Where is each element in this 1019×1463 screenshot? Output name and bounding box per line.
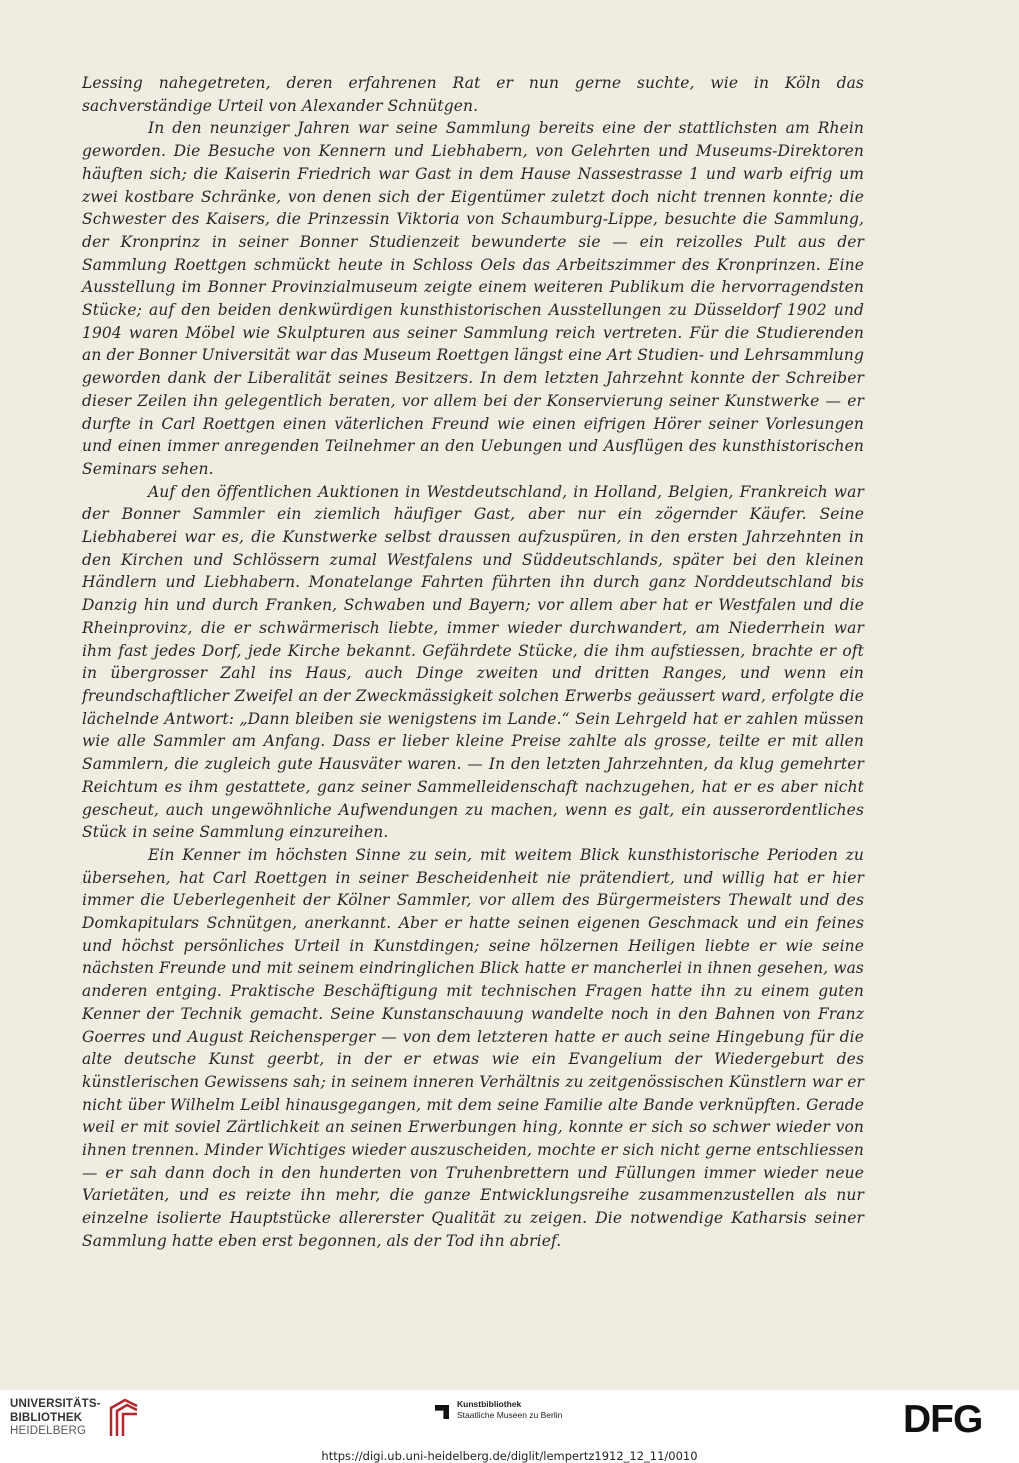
paragraph-auctions: Auf den öffentlichen Auktionen in Westdeutschland, in Holland, Belgien, Frankreich war der Bonner Sammler ein ziemlich häufiger Gast, aber nur ein zögernder Käufer. Seine Liebhaberei war es, die Kunstwerke selbst draussen aufzuspüren, in den ersten Jahrzehnten in den Kirchen und Schlössern zumal Westfalens und Süddeutschlands, später bei den kleinen Händlern und Liebhabern. Monatelange Fahrten führten ihn durch ganz Norddeutschland bis Danzig hin und durch Franken, Schwaben und Bayern; vor allem aber hat er Westfalen und die Rheinprovinz, die er schwärmerisch liebte, immer wieder durchwandert, am Niederrhein war ihm fast jedes Dorf, jede Kirche bekannt. Gefährdete Stücke, die ihm aufstiessen, brachte er oft in übergrosser Zahl ins Haus, auch Dinge zweiten und dritten Ranges, und wenn ein freundschaftlicher Zweifel an der Zweckmässigkeit solchen Erwerbs geäussert ward, erfolgte die lächelnde Antwort: „Dann bleiben sie wenigstens im Lande.“ Sein Lehrgeld hat er zahlen müssen wie alle Sammler am Anfang. Dass er lieber kleine Preise zahlte als grosse, teilte er mit allen Sammlern, die zugleich gute Hausväter waren. — In den letzten Jahrzehnten, da klug gemehrter Reichtum es ihm gestattete, ganz seiner Sammelleidenschaft nachzugehen, hat er es aber nicht gescheut, auch ungewöhnliche Aufwendungen zu machen, wenn es galt, ein ausserordentliches Stück in seine Sammlung einzureihen.	[82, 482, 864, 842]
page-url[interactable]: https://digi.ub.uni-heidelberg.de/diglit/lempertz1912_12_11/0010	[321, 1449, 698, 1463]
library-name-line3: HEIDELBERG	[10, 1425, 87, 1437]
library-name-line1: UNIVERSITÄTS-	[10, 1398, 101, 1410]
kunstbibliothek-mark-icon	[435, 1405, 449, 1419]
ub-mark-icon	[107, 1398, 141, 1438]
paragraph-collection-fame: In den neunziger Jahren war seine Sammlung bereits eine der stattlichsten am Rhein geworden. Die Besuche von Kennern und Liebhabern, von Gelehrten und Museums-Direktoren häuften sich; die Kaiserin Friedrich war Gast in dem Hause Nassestrasse 1 und warb eifrig um zwei kostbare Schränke, von denen sich der Eigentümer zuletzt doch nicht trennen konnte; die Schwester des Kaisers, die Prinzessin Viktoria von Schaumburg-Lippe, besuchte die Sammlung, der Kronprinz in seiner Bonner Studienzeit bewunderte sie — ein reizolles Pult aus der Sammlung Roettgen schmückt heute in Schloss Oels das Arbeitszimmer des Kronprinzen. Eine Ausstellung im Bonner Provinzialmuseum zeigte einem weiteren Publikum die hervorragendsten Stücke; auf den beiden denkwürdigen kunsthistorischen Ausstellungen zu Düsseldorf 1902 und 1904 waren Möbel wie Skulpturen aus seiner Sammlung reich vertreten. Für die Studierenden an der Bonner Universität war das Museum Roettgen längst eine Art Studien- und Lehrsammlung geworden dank der Liberalität seines Besitzers. In dem letzten Jahrzehnt konnte der Schreiber dieser Zeilen ihn gelegentlich beraten, vor allem bei der Konservierung seiner Kunstwerke — er durfte in Carl Roettgen einen väterlichen Freund wie einen eifrigen Hörer seiner Vorlesungen und einen immer anregenden Teilnehmer an den Uebungen und Ausflügen des kunsthistorischen Seminars sehen.	[82, 119, 864, 478]
dfg-logo[interactable]: DFG	[903, 1398, 983, 1441]
kb-subtitle: Staatliche Museen zu Berlin	[457, 1410, 563, 1420]
kb-title: Kunstbibliothek	[457, 1399, 522, 1409]
library-name-line2: BIBLIOTHEK	[10, 1411, 83, 1424]
body-text	[82, 72, 864, 1253]
paragraph-continuation: Lessing nahegetreten, deren erfahrenen Rat er nun gerne suchte, wie in Köln das sachverständige Urteil von Alexander Schnütgen.	[82, 74, 864, 115]
paragraph-connoisseur: Ein Kenner im höchsten Sinne zu sein, mit weitem Blick kunsthistorische Perioden zu übersehen, hat Carl Roettgen in seiner Bescheidenheit nie prätendiert, und willig hat er hier immer die Ueberlegenheit der Kölner Sammler, vor allem des Bürgermeisters Thewalt und des Domkapitulars Schnütgen, anerkannt. Aber er hatte seinen eigenen Geschmack und ein feines und höchst persönliches Urteil in Kunstdingen; seine hölzernen Heiligen liebte er wie seine nächsten Freunde und mit seinem eindringlichen Blick hatte er mancherlei in ihnen gesehen, was anderen entging. Praktische Beschäftigung mit technischen Fragen hatte ihn zu einem guten Kenner der Technik gemacht. Seine Kunstanschauung wandelte noch in den Bahnen von Franz Goerres und August Reichensperger — von dem letzteren hatte er auch seine Hingebung für die alte deutsche Kunst geerbt, in der er etwas wie ein Evangelium der Wiedergeburt des künstlerischen Gewissens sah; in seinem inneren Verhältnis zu zeitgenössischen Künstlern war er nicht über Wilhelm Leibl hinausgegangen, mit dem seine Familie alte Bande verknüpften. Gerade weil er mit soviel Zärtlichkeit an seinen Erwerbungen hing, konnte er sich so schwer wieder von ihnen trennen. Minder Wichtiges wieder auszuscheiden, mochte er sich nicht gerne entschliessen — er sah dann doch in den hunderten von Truhenbrettern und Füllungen immer wieder neue Varietäten, und es reizte ihn mehr, die ganze Entwicklungsreihe zusammenzustellen als nur einzelne isolierte Hauptstücke allererster Qualität zu zeigen. Die notwendige Katharsis seiner Sammlung hatte eben erst begonnen, als der Tod ihn abrief.	[82, 845, 864, 1250]
ub-heidelberg-logo[interactable]	[10, 1398, 141, 1439]
kunstbibliothek-logo[interactable]	[435, 1399, 562, 1421]
